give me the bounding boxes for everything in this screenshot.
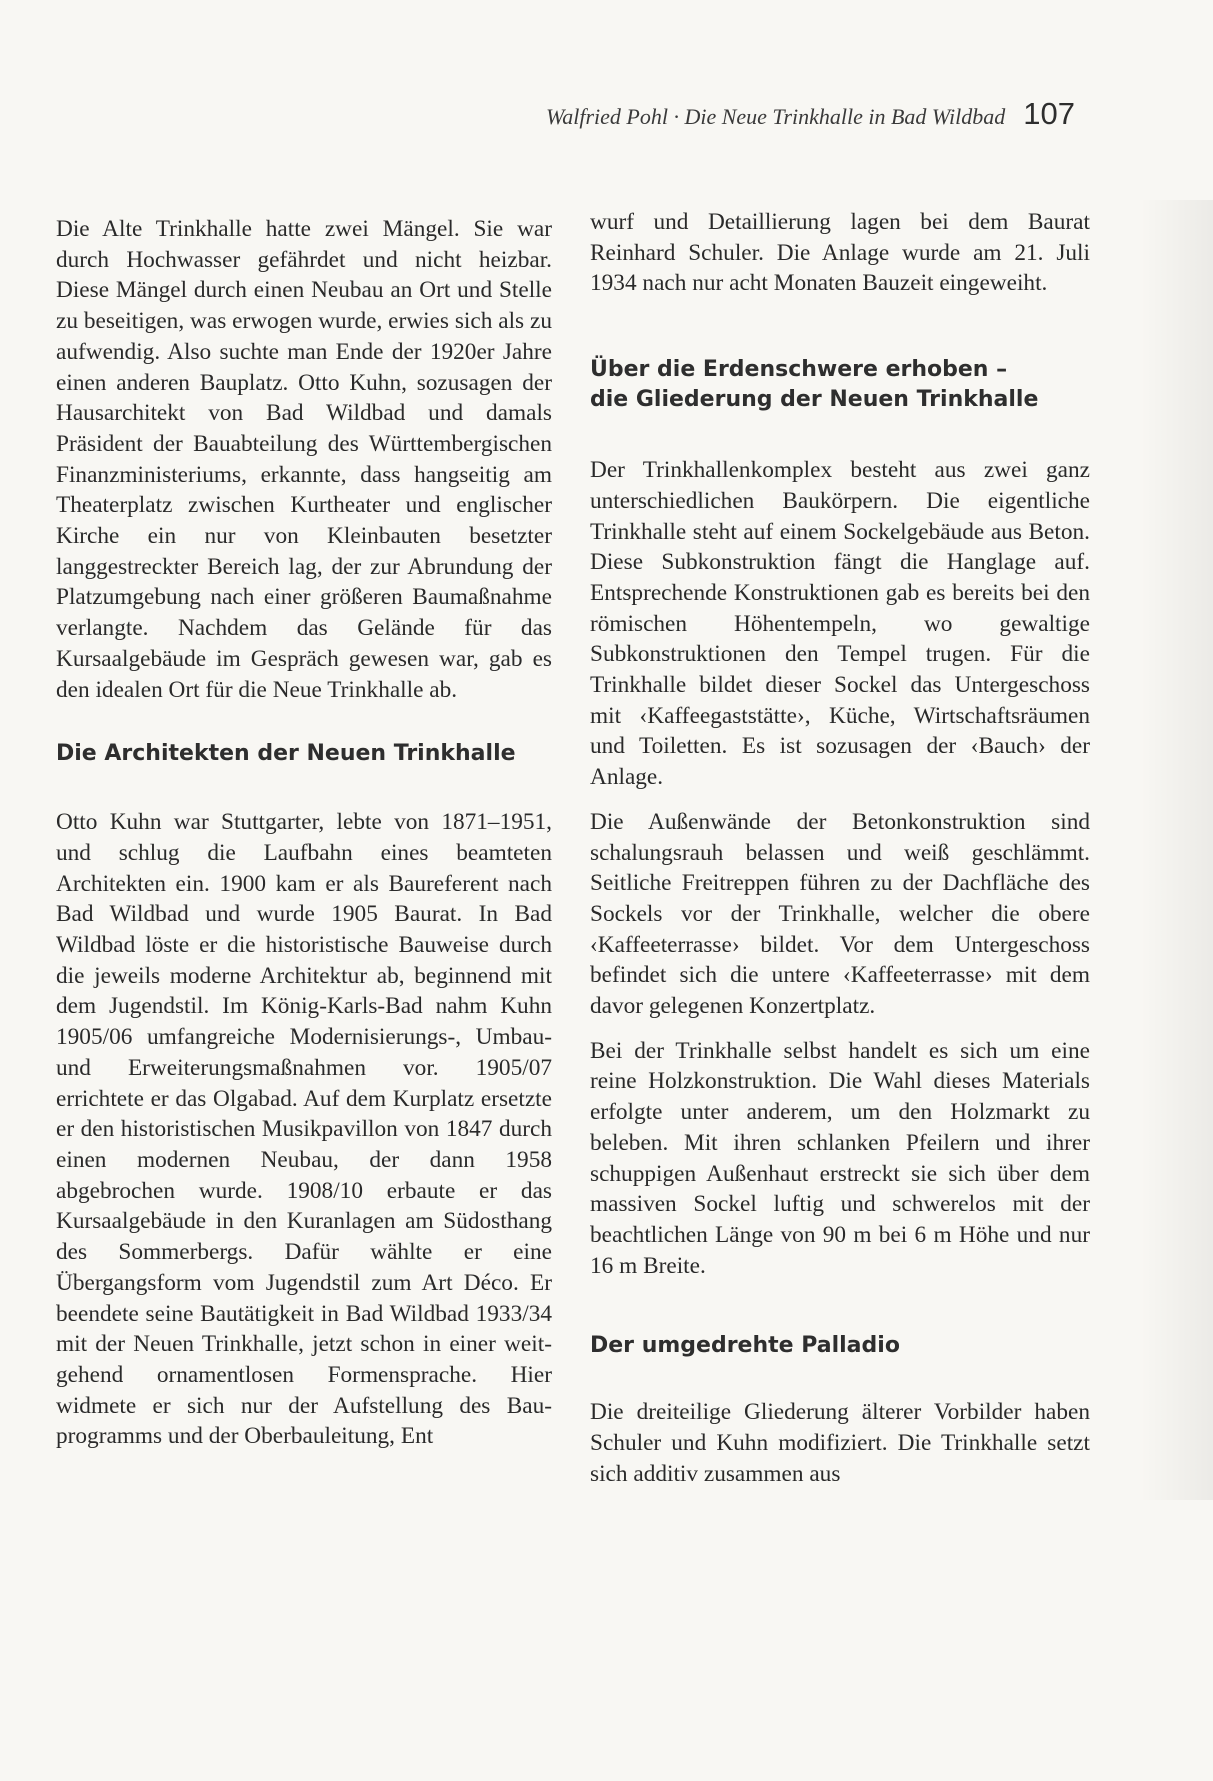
section-heading-line-1: Über die Erdenschwere erhoben –	[590, 357, 1008, 383]
page-header	[546, 96, 1075, 132]
body-paragraph: Die Alte Trinkhalle hatte zwei Mängel. Sie war durch Hochwasser gefährdet und nicht heizbar. Diese Mängel durch einen Neubau an Ort und Stelle zu beseitigen, was erwogen wurde, erwies sich als zu aufwendig. Also suchte man Ende der 1920er Jahre einen anderen Bauplatz. Otto Kuhn, sozusagen der Hausarchitekt von Bad Wildbad und damals Präsident der Bauabteilung des Württembergischen Finanzministeriums, erkannte, dass hangseitig am Theaterplatz zwischen Kurtheater und englischer Kirche ein nur von Kleinbauten besetzter langgestreckter Bereich lag, der zur Abrundung der Platzumgebung nach einer größeren Baumaßnahme verlangte. Nachdem das Gelände für das Kursaalgebäude im Gespräch gewesen war, gab es den idealen Ort für die Neue Trinkhalle ab.	[56, 216, 552, 703]
body-paragraph: Otto Kuhn war Stuttgarter, lebte von 1871–1951, und schlug die Laufbahn eines beamteten Architekten ein. 1900 kam er als Baureferent nach Bad Wildbad und wurde 1905 Baurat. In Bad Wildbad löste er die historistische Bauweise durch die jeweils moderne Architektur ab, beginnend mit dem Jugendstil. Im König-Karls-Bad nahm Kuhn 1905/06 umfangreiche Modernisierungs-, Umbau- und Erweiterungsmaßnahmen vor. 1905/07 errichtete er das Olgabad. Auf dem Kurplatz ersetzte er den historistischen Musikpavillon von 1847 durch einen modernen Neubau, der dann 1958 abgebrochen wurde. 1908/10 erbaute er das Kursaalgebäude in den Kuranlagen am Südosthang des Sommerbergs. Dafür wählte er eine Übergangsform vom Jugendstil zum Art Déco. Er beendete seine Bautätigkeit in Bad Wildbad 1933/34 mit der Neuen Trinkhalle, jetzt schon in einer weitgehend ornamentlosen Formensprache. Hier widmete er sich nur der Aufstellung des Bauprogramms und der Oberbauleitung, Ent	[56, 809, 552, 1450]
body-paragraph: Die dreiteilige Gliederung älterer Vorbilder haben Schuler und Kuhn modifiziert. Die Trinkhalle setzt sich additiv zusammen aus	[590, 1399, 1090, 1487]
page-number: 107	[1023, 96, 1075, 131]
body-paragraph: Die Außenwände der Betonkonstruktion sind schalungsrauh belassen und weiß geschlämmt. Seitliche Freitreppen führen zu der Dachfläche des Sockels vor der Trinkhalle, welcher die obere ‹Kaffeeterrasse› bildet. Vor dem Untergeschoss befindet sich die untere ‹Kaffeeterrasse› mit dem davor gelegenen Konzertplatz.	[590, 808, 1090, 1020]
body-paragraph: Der Trinkhallenkomplex besteht aus zwei ganz unterschiedlichen Baukörpern. Die eigentliche Trinkhalle steht auf einem Sockelgebäude aus Beton. Diese Subkonstruktion fängt die Hanglage auf. Entsprechende Konstruktionen gab es bereits bei den römischen Höhentempeln, wo gewaltige Subkonstruktionen den Tempel trugen. Für die Trinkhalle bildet dieser Sockel das Untergeschoss mit ‹Kaffeegaststätte›, Küche, Wirtschaftsräumen und Toiletten. Es ist sozusagen der ‹Bauch› der Anlage.	[590, 457, 1090, 791]
body-paragraph: wurf und Detaillierung lagen bei dem Baurat Reinhard Schuler. Die Anlage wurde am 21. Juli 1934 nach nur acht Monaten Bauzeit eingeweiht.	[590, 209, 1090, 297]
section-heading-line-2: die Gliederung der Neuen Trinkhalle	[590, 387, 1039, 413]
body-paragraph: Bei der Trinkhalle selbst handelt es sich um eine reine Holzkonstruktion. Die Wahl dieses Materials erfolgte unter anderem, um den Holzmarkt zu beleben. Mit ihren schlanken Pfeilern und ihrer schuppigen Außenhaut erstreckt sie sich über dem massiven Sockel luftig und schwerelos mit der beachtlichen Länge von 90 m bei 6 m Höhe und nur 16 m Breite.	[590, 1037, 1090, 1279]
page-edge-shadow	[1140, 200, 1213, 1500]
left-column	[56, 214, 552, 1460]
section-heading: Die Architekten der Neuen Trinkhalle	[56, 741, 516, 767]
running-head: Walfried Pohl · Die Neue Trinkhalle in Bad Wildbad	[545, 104, 1006, 129]
section-heading: Der umgedrehte Palladio	[590, 1333, 900, 1359]
right-column	[590, 207, 1090, 1498]
